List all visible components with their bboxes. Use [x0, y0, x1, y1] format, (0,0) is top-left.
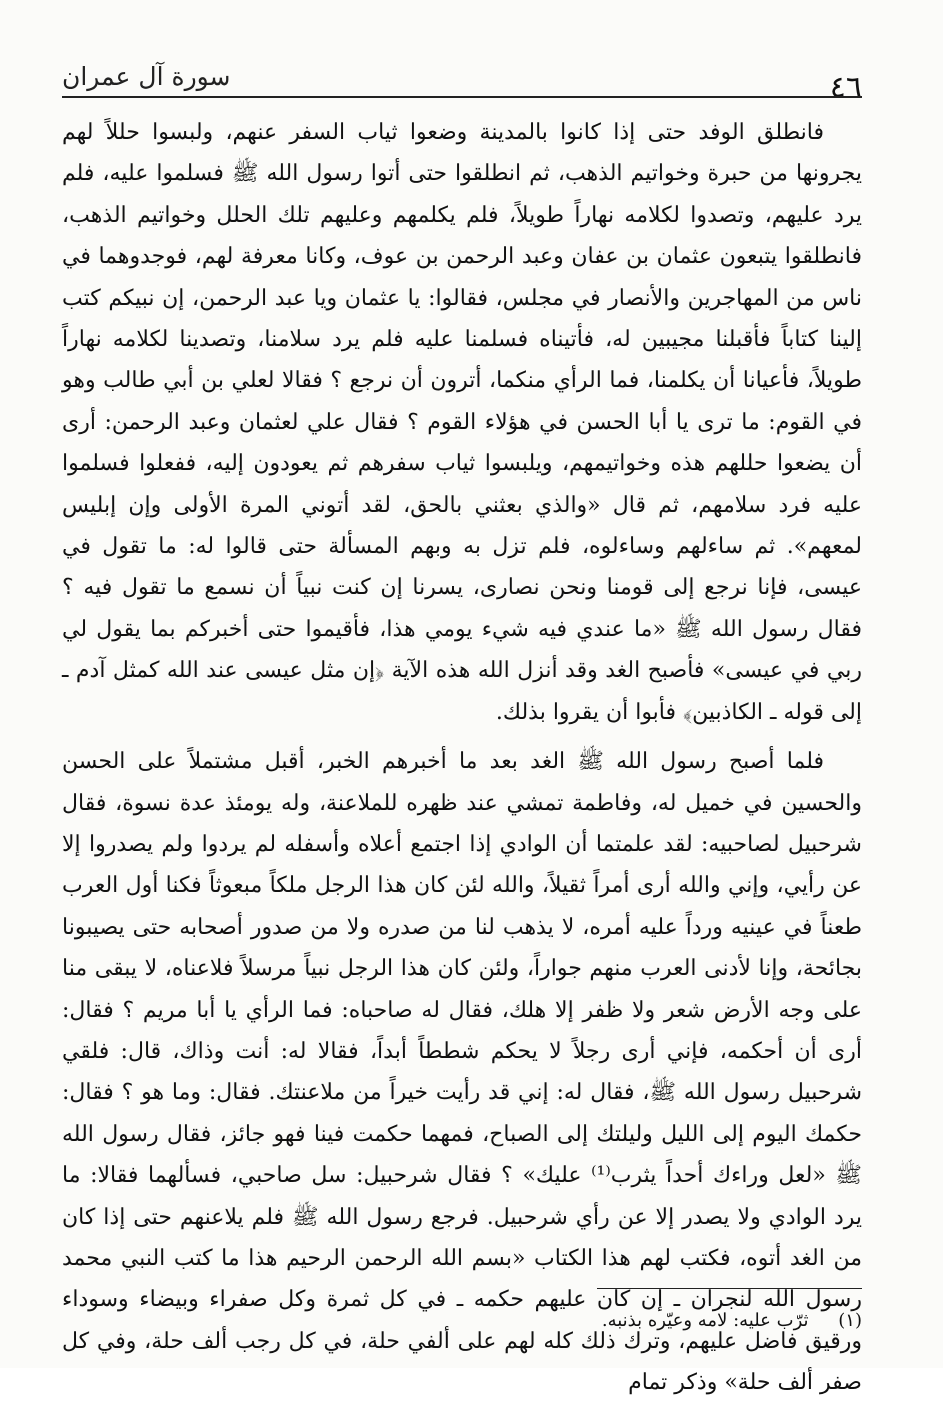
footnote	[162, 1310, 862, 1331]
header-rule	[62, 96, 862, 98]
footnote-number: (١)	[838, 1310, 862, 1331]
page-number: ٤٦	[829, 70, 862, 105]
footnote-rule	[597, 1288, 862, 1289]
main-text	[62, 112, 862, 1404]
footnote-text: ثرّب عليه: لامه وعيّره بذنبه.	[601, 1310, 809, 1331]
page-header	[62, 50, 862, 105]
running-title: سورة آل عمران	[62, 62, 231, 91]
paragraph-2: فلما أصبح رسول الله ﷺ الغد بعد ما أخبرهم الخبر، أقبل مشتملاً على الحسن والحسين في خميل له، وفاطمة تمشي عند ظهره للملاعنة، وله يومئذ عدة نسوة، فقال شرحبيل لصاحبيه: لقد علمتما أن الوادي إذا اجتمع أعلاه وأسفله لم يردوا ولم يصدروا إلا عن رأيي، وإني والله أرى أمراً ثقيلاً، والله لئن كان هذا الرجل ملكاً مبعوثاً فكنا أول العرب طعناً في عينيه ورداً عليه أمره، لا يذهب لنا من صدره ولا من صدور أصحابه حتى يصيبونا بجائحة، وإنا لأدنى العرب منهم جواراً، ولئن كان هذا الرجل نبياً مرسلاً فلاعناه، لا يبقى منا على وجه الأرض شعر ولا ظفر إلا هلك، فقال له صاحباه: فما الرأي يا أبا مريم ؟ فقال: أرى أن أحكمه، فإني أرى رجلاً لا يحكم شططاً أبداً، فقالا له: أنت وذاك، قال: فلقي شرحبيل رسول الله ﷺ، فقال له: إني قد رأيت خيراً من ملاعنتك. فقال: وما هو ؟ فقال: حكمك اليوم إلى الليل وليلتك إلى الصباح، فمهما حكمت فينا فهو جائز، فقال رسول الله ﷺ «لعل وراءك أحداً يثرب⁽¹⁾ عليك» ؟ فقال شرحبيل: سل صاحبي، فسألهما فقالا: ما يرد الوادي ولا يصدر إلا عن رأي شرحبيل. فرجع رسول الله ﷺ فلم يلاعنهم حتى إذا كان من الغد أتوه، فكتب لهم هذا الكتاب «بسم الله الرحمن الرحيم هذا ما كتب النبي محمد رسول الله لنجران ـ إن كان عليهم حكمه ـ في كل ثمرة وكل صفراء وبيضاء وسوداء ورقيق فاضل عليهم، وترك ذلك كله لهم على ألفي حلة، في كل رجب ألف حلة، وفي كل صفر ألف حلة» وذكر تمام	[62, 749, 863, 1396]
paragraph-1: فانطلق الوفد حتى إذا كانوا بالمدينة وضعوا ثياب السفر عنهم، ولبسوا حللاً لهم يجرونها من حبرة وخواتيم الذهب، ثم انطلقوا حتى أتوا رسول الله ﷺ فسلموا عليه، فلم يرد عليهم، وتصدوا لكلامه نهاراً طويلاً، فلم يكلمهم وعليهم تلك الحلل وخواتيم الذهب، فانطلقوا يتبعون عثمان بن عفان وعبد الرحمن بن عوف، وكانا معرفة لهم، فوجدوهما في ناس من المهاجرين والأنصار في مجلس، فقالوا: يا عثمان ويا عبد الرحمن، إن نبيكم كتب إلينا كتاباً فأقبلنا مجيبين له، فأتيناه فسلمنا عليه فلم يرد سلامنا، وتصدينا لكلامه نهاراً طويلاً، فأعيانا أن يكلمنا، فما الرأي منكما، أترون أن نرجع ؟ فقالا لعلي بن أبي طالب وهو في القوم: ما ترى يا أبا الحسن في هؤلاء القوم ؟ فقال علي لعثمان وعبد الرحمن: أرى أن يضعوا حللهم هذه وخواتيمهم، ويلبسوا ثياب سفرهم ثم يعودون إليه، ففعلوا فسلموا عليه فرد سلامهم، ثم قال «والذي بعثني بالحق، لقد أتوني المرة الأولى وإن إبليس لمعهم». ثم ساءلهم وساءلوه، فلم تزل به وبهم المسألة حتى قالوا له: ما تقول في عيسى، فإنا نرجع إلى قومنا ونحن نصارى، يسرنا إن كنت نبياً أن نسمع ما تقول فيه ؟ فقال رسول الله ﷺ «ما عندي فيه شيء يومي هذا، فأقيموا حتى أخبركم بما يقول لي ربي في عيسى» فأصبح الغد وقد أنزل الله هذه الآية ﴿إن مثل عيسى عند الله كمثل آدم ـ إلى قوله ـ الكاذبين﴾ فأبوا أن يقروا بذلك.	[62, 120, 862, 725]
